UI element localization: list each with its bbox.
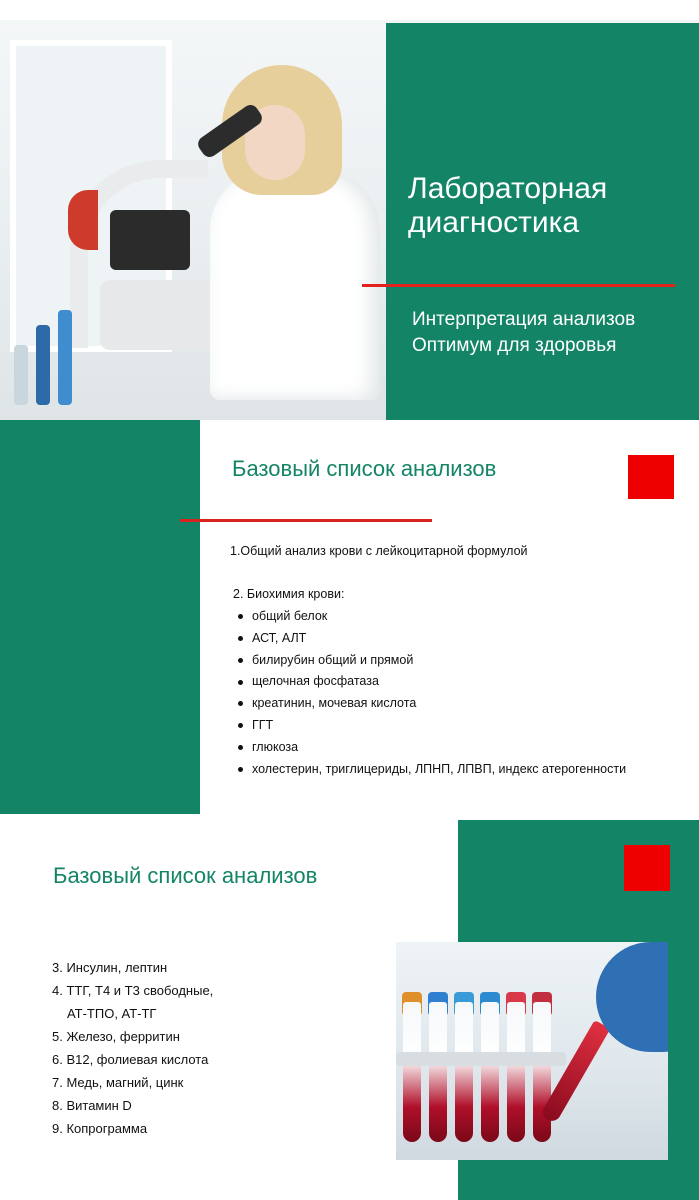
red-square-decoration: [624, 845, 670, 891]
red-divider-line: [362, 284, 675, 287]
list-item-label: ГГТ: [252, 717, 274, 732]
red-square-decoration: [628, 455, 674, 499]
test-tube: [533, 1002, 551, 1142]
slide-heading: Базовый список анализов: [53, 863, 318, 888]
subtitle-line: Интерпретация анализов: [412, 309, 636, 330]
list-item: [238, 628, 626, 650]
test-tube: [507, 1002, 525, 1142]
list-item: 4. ТТГ, Т4 и Т3 свободные,: [52, 983, 214, 998]
list-item: 7. Медь, магний, цинк: [52, 1075, 184, 1090]
bullet-icon: [238, 723, 243, 728]
biochemistry-list: [238, 606, 626, 780]
list-item: АТ-ТПО, АТ-ТГ: [67, 1006, 157, 1021]
list-item-label: щелочная фосфатаза: [252, 674, 379, 689]
list-item: [238, 606, 626, 628]
bullet-icon: [238, 701, 243, 706]
microscope-stage: [110, 210, 190, 270]
vial: [58, 310, 72, 405]
microscope-red-part: [68, 190, 98, 250]
list-item-label: креатинин, мочевая кислота: [252, 696, 417, 711]
test-tube: [455, 1002, 473, 1142]
scientist-lab-coat: [210, 170, 380, 400]
bullet-icon: [238, 745, 243, 750]
tests-list: [52, 956, 213, 1140]
list-item: 5. Железо, ферритин: [52, 1029, 180, 1044]
subtitle-line: Оптимум для здоровья: [412, 335, 617, 356]
list-item-label: билирубин общий и прямой: [252, 652, 414, 667]
list-item: [238, 737, 626, 759]
slide-basic-tests-1: [0, 420, 699, 814]
green-side-panel: [0, 420, 200, 814]
test-tube: [403, 1002, 421, 1142]
test-item: 1.Общий анализ крови с лейкоцитарной формулой: [230, 544, 528, 558]
slide-basic-tests-2: [0, 820, 699, 1200]
slide-lab-diagnostics: [0, 20, 699, 420]
list-item: 8. Витамин D: [52, 1098, 132, 1113]
list-item: 3. Инсулин, лептин: [52, 960, 168, 975]
bullet-icon: [238, 614, 243, 619]
list-item: 9. Копрограмма: [52, 1121, 148, 1136]
list-item: [238, 650, 626, 672]
vial: [14, 345, 28, 405]
list-item-label: АСТ, АЛТ: [252, 630, 307, 645]
list-item-label: холестерин, триглицериды, ЛПНП, ЛПВП, индекс атерогенности: [252, 761, 627, 776]
bullet-icon: [238, 767, 243, 772]
test-tube: [429, 1002, 447, 1142]
tube-rack: [396, 1052, 566, 1066]
slide-title: Лабораторная диагностика: [408, 172, 608, 239]
list-item: [238, 671, 626, 693]
test-tube: [481, 1002, 499, 1142]
list-item-label: глюкоза: [252, 739, 299, 754]
red-divider-line: [180, 519, 432, 522]
test-item: 2. Биохимия крови:: [233, 587, 345, 601]
scientist-microscope-photo: [0, 20, 386, 420]
blood-tubes-photo: [396, 942, 668, 1160]
slide-subtitle: [412, 307, 697, 359]
list-item: [238, 693, 626, 715]
bullet-icon: [238, 680, 243, 685]
list-item: [238, 759, 626, 781]
bullet-icon: [238, 636, 243, 641]
list-item-label: общий белок: [252, 609, 328, 623]
list-item: 6. В12, фолиевая кислота: [52, 1052, 209, 1067]
list-item: [238, 715, 626, 737]
vial: [36, 325, 50, 405]
gloved-hand: [596, 942, 668, 1052]
slide-heading: Базовый список анализов: [232, 456, 497, 481]
bullet-icon: [238, 658, 243, 663]
